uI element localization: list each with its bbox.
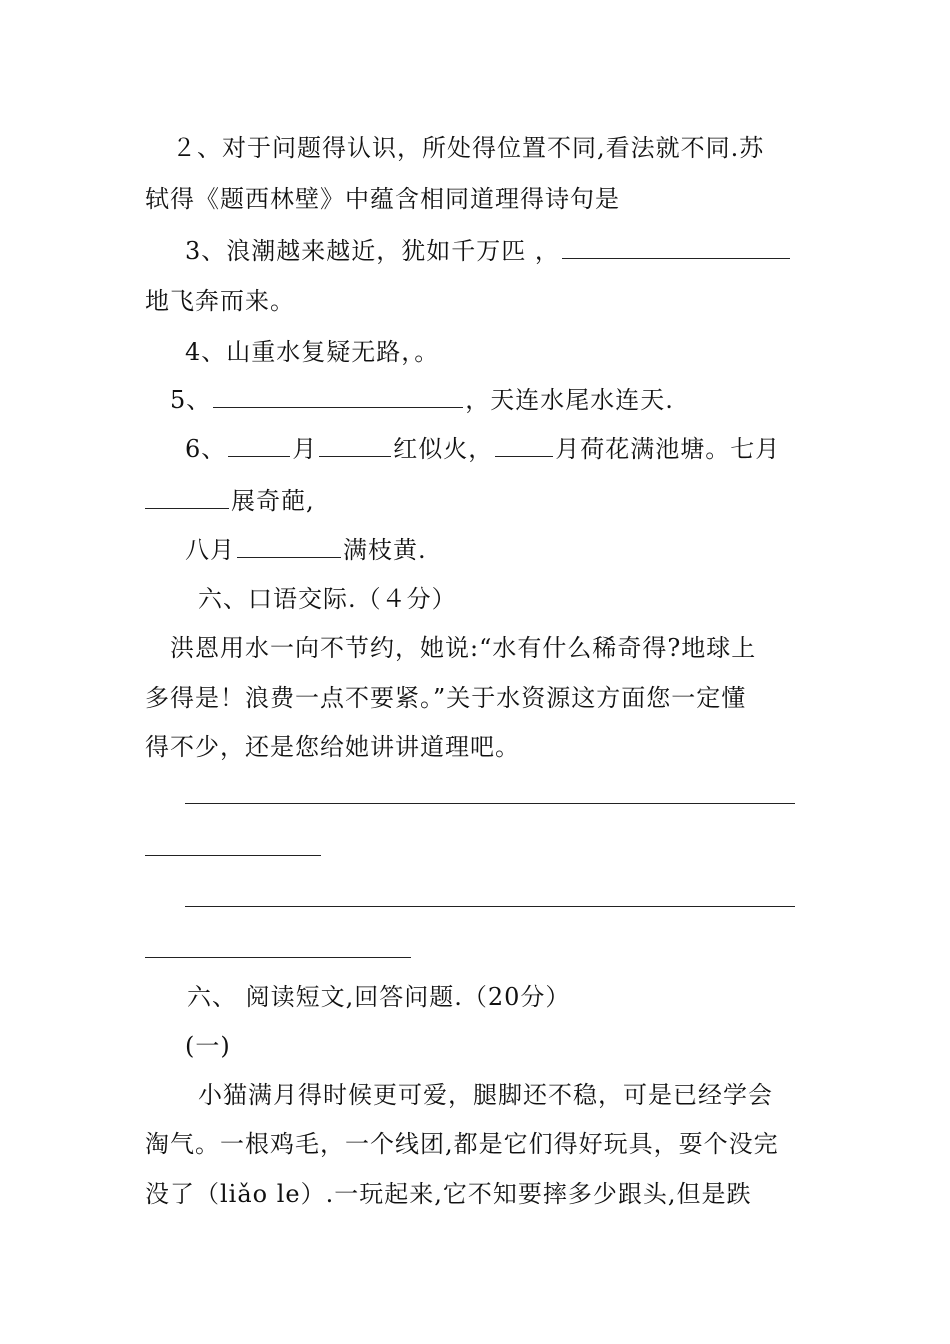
q6-line-1	[185, 434, 780, 464]
reading-paragraph-line-1: 小猫满月得时候更可爱，腿脚还不稳，可是已经学会	[198, 1081, 773, 1109]
q6-blank-4[interactable]	[145, 486, 229, 509]
q6-part-7: 满枝黄.	[343, 536, 427, 564]
answer-line-2-continued[interactable]	[145, 957, 411, 958]
section-reading-title: 六、 阅读短文,回答问题.（20分）	[187, 983, 571, 1011]
q2-line-2: 轼得《题西林壁》中蕴含相同道理得诗句是	[145, 185, 620, 213]
q4-line: 4、山重水复疑无路，。	[185, 338, 440, 366]
q3-answer-blank[interactable]	[562, 236, 790, 259]
q6-part-1: 6、	[185, 435, 227, 463]
reading-paragraph-line-2: 淘气。一根鸡毛，一个线团,都是它们得好玩具，耍个没完	[145, 1130, 779, 1158]
answer-line-1-continued[interactable]	[145, 855, 321, 856]
answer-line-1[interactable]	[185, 803, 795, 804]
q6-part-2: 月	[292, 435, 318, 463]
q5-answer-blank[interactable]	[213, 385, 463, 408]
q6-part-5: 展奇葩,	[231, 487, 315, 515]
q6-line-3	[185, 535, 427, 565]
oral-paragraph-line-2: 多得是！浪费一点不要紧。”关于水资源这方面您一定懂	[145, 684, 747, 712]
q5-line	[170, 385, 674, 415]
q5-prefix: 5、	[170, 386, 212, 414]
q6-blank-5[interactable]	[237, 535, 341, 558]
oral-paragraph-line-1: 洪恩用水一向不节约，她说:“水有什么稀奇得?地球上	[170, 634, 757, 662]
q3-text: 3、浪潮越来越近，犹如千万匹 ，	[185, 237, 560, 265]
q3-line-2: 地飞奔而来。	[145, 287, 295, 315]
q6-part-6: 八月	[185, 536, 235, 564]
q6-line-2	[145, 486, 315, 516]
oral-paragraph-line-3: 得不少，还是您给她讲讲道理吧。	[145, 733, 520, 761]
reading-part-label: (一)	[185, 1032, 231, 1060]
q3-line-1	[185, 236, 792, 266]
q2-line-1: ２、对于问题得认识，所处得位置不同,看法就不同.苏	[172, 134, 765, 162]
q6-part-4: 月荷花满池塘。七月	[555, 435, 781, 463]
q5-suffix: ，天连水尾水连天.	[465, 386, 674, 414]
q6-blank-2[interactable]	[319, 434, 391, 457]
q6-part-3: 红似火，	[393, 435, 494, 463]
reading-paragraph-line-3: 没了（liǎo le）.一玩起来,它不知要摔多少跟头,但是跌	[145, 1180, 752, 1208]
section-oral-title: 六、口语交际.（４分）	[198, 585, 457, 613]
q6-blank-1[interactable]	[228, 434, 290, 457]
q6-blank-3[interactable]	[495, 434, 553, 457]
answer-line-2[interactable]	[185, 906, 795, 907]
